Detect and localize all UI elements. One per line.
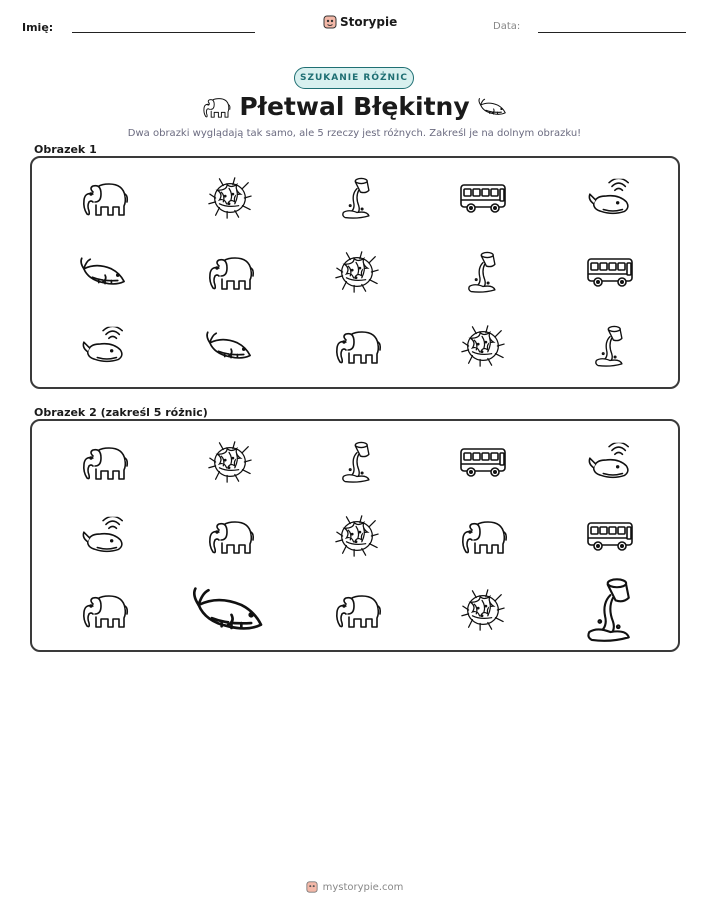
whale-sound-icon[interactable] xyxy=(586,442,634,482)
brand-name: Storypie xyxy=(340,15,398,29)
water-jug-icon[interactable] xyxy=(466,249,500,295)
krill-icon[interactable] xyxy=(459,324,507,368)
bus-icon[interactable] xyxy=(585,255,635,289)
elephant-icon[interactable] xyxy=(332,590,382,630)
elephant-icon[interactable] xyxy=(332,326,382,366)
whale-sound-icon[interactable] xyxy=(80,326,128,366)
whale-sound-icon[interactable] xyxy=(586,178,634,218)
krill-icon[interactable] xyxy=(333,250,381,294)
storypie-mascot-icon xyxy=(306,880,318,894)
elephant-icon[interactable] xyxy=(79,590,129,630)
water-jug-icon[interactable] xyxy=(584,574,637,645)
bus-icon[interactable] xyxy=(585,519,635,553)
whale-sound-icon[interactable] xyxy=(80,516,128,556)
water-jug-icon[interactable] xyxy=(593,323,627,369)
water-jug-icon[interactable] xyxy=(340,439,374,485)
footer xyxy=(0,880,709,894)
name-line[interactable] xyxy=(72,32,255,33)
title-whale-icon xyxy=(476,96,510,123)
storypie-mascot-icon xyxy=(323,14,337,30)
activity-badge: SZUKANIE RÓŻNIC xyxy=(294,67,414,89)
krill-icon[interactable] xyxy=(333,514,381,558)
elephant-icon[interactable] xyxy=(79,178,129,218)
elephant-icon[interactable] xyxy=(205,252,255,292)
footer-url[interactable]: mystorypie.com xyxy=(322,881,404,893)
krill-icon[interactable] xyxy=(459,588,507,632)
panel2-label: Obrazek 2 (zakreśl 5 różnic) xyxy=(34,406,208,419)
whale-icon[interactable] xyxy=(203,328,257,364)
whale-icon[interactable] xyxy=(77,254,131,290)
water-jug-icon[interactable] xyxy=(340,175,374,221)
date-line[interactable] xyxy=(538,32,686,33)
krill-icon[interactable] xyxy=(206,440,254,484)
bus-icon[interactable] xyxy=(458,445,508,479)
bus-icon[interactable] xyxy=(458,181,508,215)
krill-icon[interactable] xyxy=(206,176,254,220)
name-label: Imię: xyxy=(22,21,54,34)
panel1-label: Obrazek 1 xyxy=(34,143,97,156)
instructions: Dwa obrazki wyglądają tak samo, ale 5 rzeczy jest różnych. Zakreśl je na dolnym obrazku! xyxy=(127,128,582,139)
elephant-icon[interactable] xyxy=(79,442,129,482)
page-title: Płetwal Błękitny xyxy=(239,92,470,121)
brand-logo xyxy=(323,14,397,30)
whale-icon[interactable] xyxy=(188,582,272,638)
elephant-icon[interactable] xyxy=(458,516,508,556)
date-label: Data: xyxy=(493,21,521,32)
elephant-icon[interactable] xyxy=(205,516,255,556)
